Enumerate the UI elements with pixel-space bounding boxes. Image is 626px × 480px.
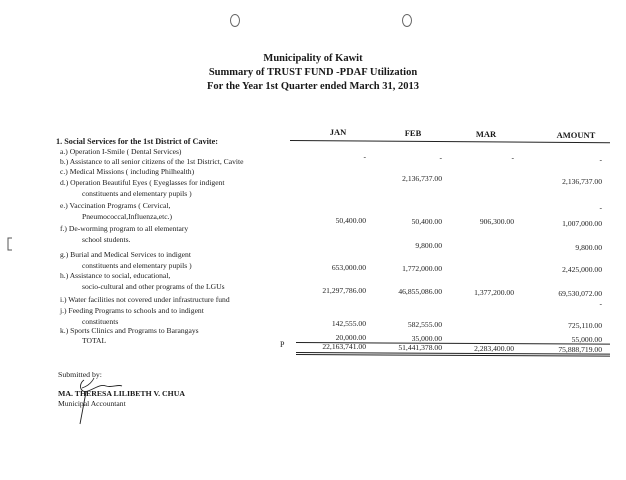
section-title: 1. Social Services for the 1st District of Cavite: <box>56 137 218 146</box>
row-label-line1: e.) Vaccination Programs ( Cervical, <box>60 201 171 210</box>
title-line-3: For the Year 1st Quarter ended March 31, 2013 <box>206 81 419 92</box>
row-label-line1: g.) Burial and Medical Services to indigent <box>60 250 191 259</box>
row-label: b.) Assistance to all senior citizens of the 1st District, Cavite <box>60 157 244 166</box>
column-header-jan: JAN <box>329 127 347 137</box>
binder-hole-left <box>230 14 240 27</box>
row-label-line2: socio-cultural and other programs of the LGUs <box>82 282 225 291</box>
row-label <box>60 178 225 198</box>
mar-value: - <box>511 153 514 162</box>
feb-value: - <box>439 153 442 162</box>
signature-icon <box>66 374 126 426</box>
binder-hole-right <box>402 14 412 27</box>
amount-value: - <box>599 155 602 164</box>
jan-value: 142,555.00 <box>331 319 366 328</box>
header-rule <box>290 140 610 143</box>
row-label-line1: d.) Operation Beautiful Eyes ( Eyeglasses for indigent <box>60 178 225 187</box>
jan-value: 50,400.00 <box>335 216 366 225</box>
amount-value: 2,136,737.00 <box>562 177 602 186</box>
document-title <box>0 52 626 94</box>
row-label-line2: school students. <box>82 235 131 244</box>
amount-value: 2,425,000.00 <box>562 265 602 274</box>
feb-value: 35,000.00 <box>411 334 442 343</box>
signature-block <box>58 370 185 408</box>
signatory-name: MA. THERESA LILIBETH V. CHUA <box>58 389 185 398</box>
total-jan: 22,163,741.00 <box>322 342 366 351</box>
title-line-1: Municipality of Kawit <box>263 53 363 64</box>
amount-value: 9,800.00 <box>575 243 602 252</box>
currency-symbol: P <box>280 340 285 349</box>
feb-value: 1,772,000.00 <box>402 264 442 273</box>
feb-value: 46,855,086.00 <box>398 287 442 296</box>
feb-value: 582,555.00 <box>407 320 442 329</box>
row-label <box>60 250 192 270</box>
row-label-line1: j.) Feeding Programs to schools and to indigent <box>60 306 204 315</box>
submitted-by-label: Submitted by: <box>58 370 102 379</box>
row-label <box>60 224 188 244</box>
column-header-feb: FEB <box>404 128 422 138</box>
jan-value: - <box>363 152 366 161</box>
row-label-line2: constituents and elementary pupils ) <box>82 261 192 270</box>
mar-value: 906,300.00 <box>479 217 514 226</box>
row-label <box>60 306 204 326</box>
jan-value: 20,000.00 <box>335 333 366 342</box>
row-label <box>60 201 172 221</box>
amount-value: 55,000.00 <box>571 335 602 344</box>
jan-value: 21,297,786.00 <box>322 286 366 295</box>
total-mar: 2,283,400.00 <box>474 344 514 353</box>
amount-value: 1,007,000.00 <box>562 219 602 228</box>
mar-value: 1,377,200.00 <box>474 288 514 297</box>
row-label-line1: h.) Assistance to social, educational, <box>60 271 171 280</box>
binder-hole-side <box>6 237 14 248</box>
column-header-amount: AMOUNT <box>556 130 596 140</box>
amount-value: - <box>599 299 602 308</box>
title-line-2: Summary of TRUST FUND -PDAF Utilization <box>208 67 418 78</box>
total-amount: 75,888,719.00 <box>558 345 602 354</box>
row-label: a.) Operation I-Smile ( Dental Services) <box>60 147 182 156</box>
row-label-line1: f.) De-worming program to all elementary <box>60 224 189 233</box>
amount-value: - <box>599 203 602 212</box>
total-feb: 51,441,378.00 <box>398 343 442 352</box>
row-label-line2: constituents <box>82 317 119 326</box>
bracket-mark-icon <box>6 237 14 251</box>
row-label: i.) Water facilities not covered under infrastructure fund <box>60 295 230 304</box>
column-header-mar: MAR <box>475 129 497 139</box>
amount-value: 69,530,072.00 <box>558 289 602 298</box>
feb-value: 50,400.00 <box>411 217 442 226</box>
row-label-line2: constituents and elementary pupils ) <box>82 189 192 198</box>
feb-value: 9,800.00 <box>415 241 442 250</box>
feb-value: 2,136,737.00 <box>402 174 442 183</box>
total-label: TOTAL <box>82 336 107 345</box>
row-label <box>60 271 225 291</box>
jan-value: 653,000.00 <box>331 263 366 272</box>
row-label: c.) Medical Missions ( including Philhealth) <box>60 167 195 176</box>
row-label: k.) Sports Clinics and Programs to Barangays <box>60 326 199 335</box>
row-label-line2: Pneumococcal,Influenza,etc.) <box>82 212 173 221</box>
amount-value: 725,110.00 <box>568 321 602 330</box>
signatory-position: Municipal Accountant <box>58 399 126 408</box>
